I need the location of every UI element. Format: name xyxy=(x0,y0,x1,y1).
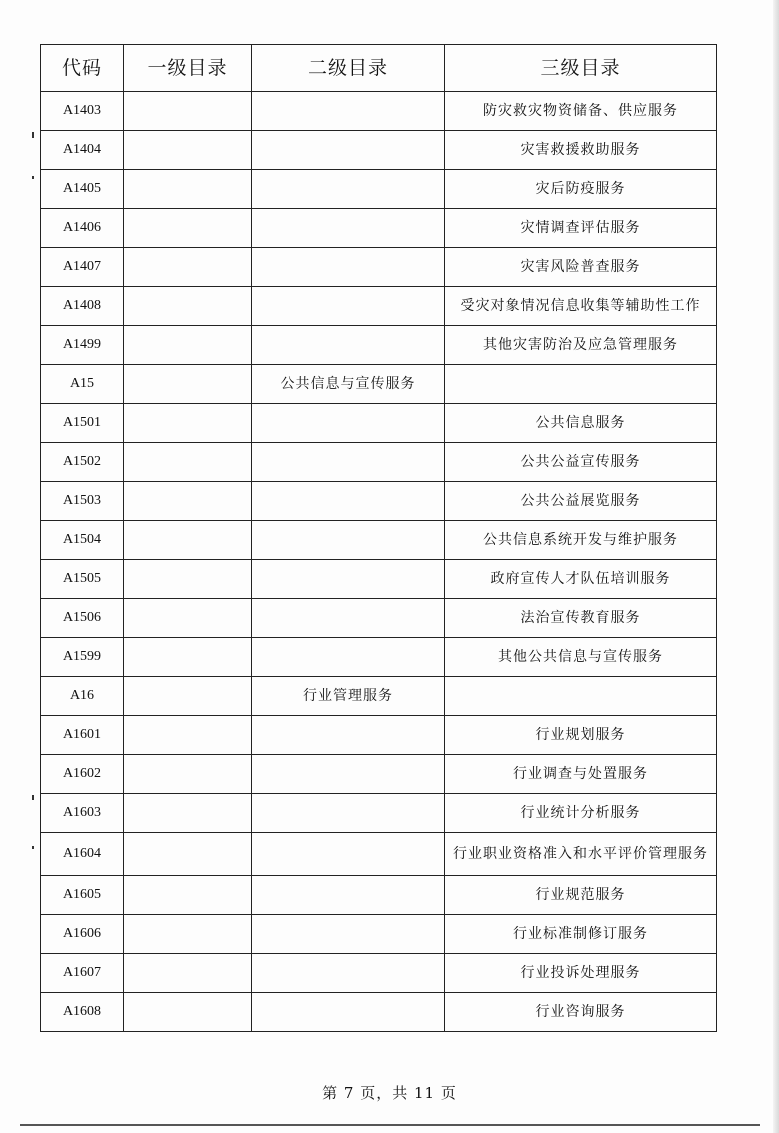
cell-code: A1606 xyxy=(41,915,124,954)
cell-level1 xyxy=(124,638,252,677)
cell-level2 xyxy=(252,443,445,482)
table-row xyxy=(41,599,717,638)
table-row xyxy=(41,677,717,716)
cell-level2 xyxy=(252,209,445,248)
cell-code: A1599 xyxy=(41,638,124,677)
cell-level3: 行业统计分析服务 xyxy=(445,794,717,833)
cell-level1 xyxy=(124,993,252,1032)
margin-mark xyxy=(32,132,34,138)
table-row xyxy=(41,365,717,404)
cell-level1 xyxy=(124,404,252,443)
cell-level2 xyxy=(252,248,445,287)
cell-level2 xyxy=(252,326,445,365)
cell-level1 xyxy=(124,677,252,716)
cell-level2: 行业管理服务 xyxy=(252,677,445,716)
table-row xyxy=(41,209,717,248)
cell-level1 xyxy=(124,755,252,794)
cell-level3: 行业规划服务 xyxy=(445,716,717,755)
cell-level3: 受灾对象情况信息收集等辅助性工作 xyxy=(445,287,717,326)
cell-level3: 灾情调查评估服务 xyxy=(445,209,717,248)
cell-level3 xyxy=(445,365,717,404)
cell-level3: 灾害风险普查服务 xyxy=(445,248,717,287)
cell-level2 xyxy=(252,599,445,638)
table-row xyxy=(41,993,717,1032)
catalog-table xyxy=(40,44,717,1032)
cell-code: A1608 xyxy=(41,993,124,1032)
cell-level2: 公共信息与宣传服务 xyxy=(252,365,445,404)
cell-level1 xyxy=(124,326,252,365)
table-row xyxy=(41,716,717,755)
cell-level2 xyxy=(252,170,445,209)
cell-code: A1406 xyxy=(41,209,124,248)
cell-level1 xyxy=(124,876,252,915)
cell-level1 xyxy=(124,716,252,755)
cell-level1 xyxy=(124,170,252,209)
cell-code: A1504 xyxy=(41,521,124,560)
cell-code: A1602 xyxy=(41,755,124,794)
cell-level1 xyxy=(124,954,252,993)
cell-code: A1403 xyxy=(41,92,124,131)
header-level2: 二级目录 xyxy=(252,45,445,92)
cell-level3: 行业调查与处置服务 xyxy=(445,755,717,794)
cell-code: A1502 xyxy=(41,443,124,482)
cell-code: A1503 xyxy=(41,482,124,521)
cell-level1 xyxy=(124,599,252,638)
cell-level2 xyxy=(252,92,445,131)
table-row xyxy=(41,92,717,131)
cell-code: A1601 xyxy=(41,716,124,755)
cell-code: A1405 xyxy=(41,170,124,209)
cell-code: A1605 xyxy=(41,876,124,915)
page-number-footer: 第 7 页，共 11 页 xyxy=(322,1084,457,1102)
cell-level1 xyxy=(124,209,252,248)
cell-level1 xyxy=(124,794,252,833)
cell-level2 xyxy=(252,560,445,599)
cell-code: A1603 xyxy=(41,794,124,833)
cell-level1 xyxy=(124,443,252,482)
scan-edge-shadow xyxy=(773,0,779,1133)
cell-level2 xyxy=(252,287,445,326)
cell-level3: 灾害救援救助服务 xyxy=(445,131,717,170)
cell-level1 xyxy=(124,131,252,170)
cell-code: A1604 xyxy=(41,833,124,876)
cell-code: A1407 xyxy=(41,248,124,287)
cell-level3: 行业咨询服务 xyxy=(445,993,717,1032)
table-row xyxy=(41,248,717,287)
cell-level3: 公共信息服务 xyxy=(445,404,717,443)
table-row xyxy=(41,326,717,365)
table-row xyxy=(41,915,717,954)
cell-level3: 公共公益展览服务 xyxy=(445,482,717,521)
table-row xyxy=(41,638,717,677)
cell-level1 xyxy=(124,560,252,599)
cell-code: A1404 xyxy=(41,131,124,170)
cell-level2 xyxy=(252,482,445,521)
margin-mark xyxy=(32,176,34,179)
cell-level2 xyxy=(252,993,445,1032)
cell-level3: 公共信息系统开发与维护服务 xyxy=(445,521,717,560)
cell-level3: 行业职业资格准入和水平评价管理服务 xyxy=(445,833,717,876)
scan-bottom-line xyxy=(20,1124,760,1126)
cell-code: A16 xyxy=(41,677,124,716)
cell-level3: 行业投诉处理服务 xyxy=(445,954,717,993)
header-level1: 一级目录 xyxy=(124,45,252,92)
cell-level2 xyxy=(252,716,445,755)
cell-level2 xyxy=(252,131,445,170)
table-body xyxy=(41,92,717,1032)
margin-mark xyxy=(32,846,34,849)
cell-level3: 其他灾害防治及应急管理服务 xyxy=(445,326,717,365)
table-row xyxy=(41,404,717,443)
table-row xyxy=(41,954,717,993)
cell-level3: 行业规范服务 xyxy=(445,876,717,915)
table-row xyxy=(41,287,717,326)
cell-level2 xyxy=(252,794,445,833)
cell-level1 xyxy=(124,248,252,287)
cell-level2 xyxy=(252,876,445,915)
header-level3: 三级目录 xyxy=(445,45,717,92)
cell-code: A1408 xyxy=(41,287,124,326)
cell-code: A1506 xyxy=(41,599,124,638)
cell-level2 xyxy=(252,521,445,560)
table-row xyxy=(41,443,717,482)
cell-level1 xyxy=(124,287,252,326)
cell-level2 xyxy=(252,638,445,677)
header-code: 代码 xyxy=(41,45,124,92)
cell-level3: 法治宣传教育服务 xyxy=(445,599,717,638)
cell-level1 xyxy=(124,915,252,954)
table-row xyxy=(41,755,717,794)
cell-code: A15 xyxy=(41,365,124,404)
cell-level3: 其他公共信息与宣传服务 xyxy=(445,638,717,677)
cell-code: A1499 xyxy=(41,326,124,365)
cell-code: A1607 xyxy=(41,954,124,993)
cell-level1 xyxy=(124,521,252,560)
cell-level3: 公共公益宣传服务 xyxy=(445,443,717,482)
table-row xyxy=(41,560,717,599)
cell-level1 xyxy=(124,92,252,131)
cell-level3 xyxy=(445,677,717,716)
cell-level1 xyxy=(124,365,252,404)
table-row xyxy=(41,794,717,833)
cell-level3: 灾后防疫服务 xyxy=(445,170,717,209)
cell-level2 xyxy=(252,404,445,443)
margin-mark xyxy=(32,795,34,800)
cell-level1 xyxy=(124,482,252,521)
cell-level3: 政府宣传人才队伍培训服务 xyxy=(445,560,717,599)
table-row xyxy=(41,482,717,521)
table-row xyxy=(41,170,717,209)
cell-level2 xyxy=(252,954,445,993)
table-row xyxy=(41,833,717,876)
cell-level2 xyxy=(252,915,445,954)
table-row xyxy=(41,876,717,915)
cell-level3: 防灾救灾物资储备、供应服务 xyxy=(445,92,717,131)
table-row xyxy=(41,131,717,170)
cell-level1 xyxy=(124,833,252,876)
cell-level3: 行业标准制修订服务 xyxy=(445,915,717,954)
cell-code: A1505 xyxy=(41,560,124,599)
cell-code: A1501 xyxy=(41,404,124,443)
cell-level2 xyxy=(252,833,445,876)
table-row xyxy=(41,521,717,560)
cell-level2 xyxy=(252,755,445,794)
table-header-row xyxy=(41,45,717,92)
